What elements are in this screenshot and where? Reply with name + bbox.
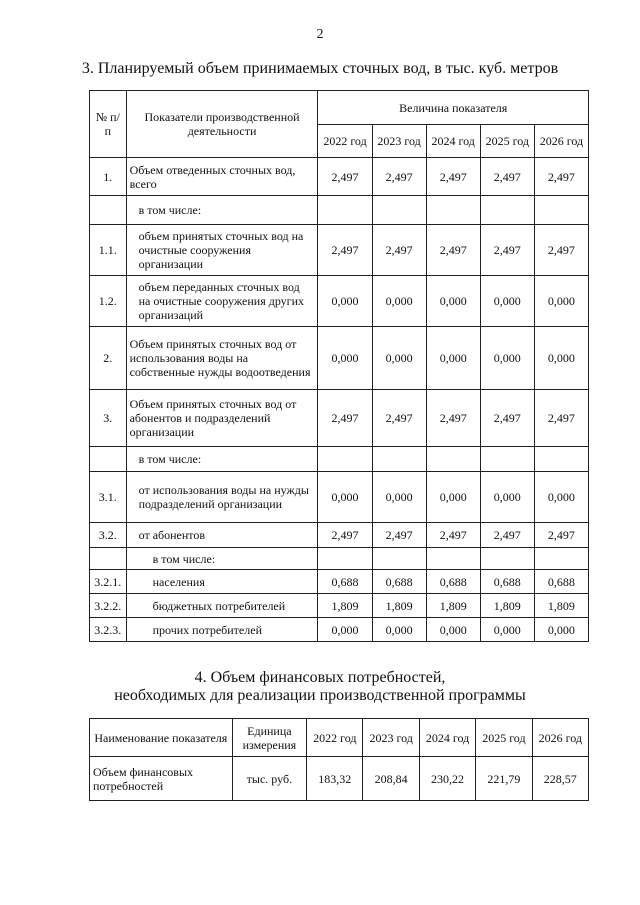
row-indicator-name: объем переданных сточных вод на очистные сооружения других организаций (126, 276, 318, 327)
row-indicator-name: в том числе: (126, 447, 318, 472)
row-value: 0,688 (426, 570, 480, 594)
col-header-name: Наименование показателя (90, 719, 233, 757)
row-number (90, 548, 127, 570)
table-row (90, 523, 589, 548)
row-number: 1. (90, 158, 127, 196)
col-header-year: 2024 год (419, 719, 475, 757)
col-header-year: 2026 год (532, 719, 588, 757)
row-value (534, 196, 588, 225)
table4-title-line1: 4. Объем финансовых потребностей, (194, 669, 446, 686)
row-value: 0,000 (534, 327, 588, 390)
row-value: 0,000 (372, 618, 426, 642)
row-number: 2. (90, 327, 127, 390)
row-indicator-name: Объем отведенных сточных вод, всего (126, 158, 318, 196)
table-row (90, 276, 589, 327)
row-value (480, 447, 534, 472)
row-value (318, 447, 372, 472)
row-unit: тыс. руб. (232, 757, 306, 801)
row-value: 0,000 (318, 618, 372, 642)
table-row (90, 447, 589, 472)
row-value (480, 548, 534, 570)
row-number: 3.2.3. (90, 618, 127, 642)
row-value: 2,497 (372, 158, 426, 196)
row-value: 0,000 (480, 618, 534, 642)
row-value: 2,497 (426, 390, 480, 447)
row-number: 3.2. (90, 523, 127, 548)
row-indicator-name: от использования воды на нужды подразделений организации (126, 472, 318, 523)
row-indicator-name: Объем финансовых потребностей (90, 757, 233, 801)
row-value (318, 196, 372, 225)
row-indicator-name: бюджетных потребителей (126, 594, 318, 618)
row-value: 1,809 (372, 594, 426, 618)
table3-title: 3. Планируемый объем принимаемых сточных вод, в тыс. куб. метров (81, 60, 559, 77)
table-row (90, 548, 589, 570)
row-value: 0,000 (318, 472, 372, 523)
row-value: 0,000 (318, 327, 372, 390)
row-value: 0,000 (426, 327, 480, 390)
row-value: 0,000 (426, 472, 480, 523)
col-header-indicator: Показатели производственной деятельности (126, 91, 318, 158)
row-number (90, 447, 127, 472)
row-value: 0,000 (372, 472, 426, 523)
row-value (480, 196, 534, 225)
row-value: 2,497 (318, 390, 372, 447)
row-number (90, 196, 127, 225)
table-row (90, 390, 589, 447)
col-header-year: 2026 год (534, 125, 588, 158)
row-number: 3.2.2. (90, 594, 127, 618)
row-value: 0,000 (534, 276, 588, 327)
row-value: 0,000 (480, 472, 534, 523)
row-value: 2,497 (372, 390, 426, 447)
table-row (90, 594, 589, 618)
col-header-year: 2023 год (363, 719, 419, 757)
col-header-year: 2022 год (318, 125, 372, 158)
row-value: 183,32 (307, 757, 363, 801)
row-value (372, 447, 426, 472)
row-indicator-name: в том числе: (126, 196, 318, 225)
row-value: 2,497 (318, 158, 372, 196)
row-value: 2,497 (534, 523, 588, 548)
row-value: 0,688 (534, 570, 588, 594)
row-value: 0,000 (372, 327, 426, 390)
row-value: 208,84 (363, 757, 419, 801)
row-value: 2,497 (480, 390, 534, 447)
row-value: 221,79 (476, 757, 532, 801)
col-header-value-group: Величина показателя (318, 91, 589, 125)
row-number: 1.1. (90, 225, 127, 276)
row-value: 0,688 (318, 570, 372, 594)
page-number: 2 (316, 27, 324, 42)
col-header-year: 2023 год (372, 125, 426, 158)
row-value: 0,000 (426, 276, 480, 327)
row-value: 0,000 (426, 618, 480, 642)
table-row (90, 570, 589, 594)
row-value (534, 548, 588, 570)
col-header-unit: Единица измерения (232, 719, 306, 757)
row-value: 2,497 (480, 225, 534, 276)
row-value: 2,497 (372, 225, 426, 276)
row-value: 1,809 (534, 594, 588, 618)
row-number: 1.2. (90, 276, 127, 327)
row-value (426, 447, 480, 472)
row-value: 1,809 (426, 594, 480, 618)
table4-title-line2: необходимых для реализации производственной программы (114, 687, 526, 704)
row-indicator-name: Объем принятых сточных вод от абонентов и подразделений организации (126, 390, 318, 447)
row-value: 2,497 (534, 390, 588, 447)
table-row (90, 158, 589, 196)
col-header-year: 2025 год (480, 125, 534, 158)
financial-needs-table (89, 718, 589, 801)
row-value: 0,000 (318, 276, 372, 327)
row-value (426, 196, 480, 225)
row-value: 0,000 (534, 472, 588, 523)
row-value: 228,57 (532, 757, 588, 801)
row-value (534, 447, 588, 472)
col-header-year: 2024 год (426, 125, 480, 158)
row-value (426, 548, 480, 570)
row-value: 0,000 (534, 618, 588, 642)
row-number: 3. (90, 390, 127, 447)
row-indicator-name: объем принятых сточных вод на очистные сооружения организации (126, 225, 318, 276)
row-indicator-name: прочих потребителей (126, 618, 318, 642)
table-row (90, 618, 589, 642)
row-value: 0,000 (372, 276, 426, 327)
row-value: 2,497 (480, 158, 534, 196)
row-value: 230,22 (419, 757, 475, 801)
row-indicator-name: от абонентов (126, 523, 318, 548)
row-value: 1,809 (318, 594, 372, 618)
col-header-year: 2022 год (307, 719, 363, 757)
row-number: 3.2.1. (90, 570, 127, 594)
row-value: 0,688 (372, 570, 426, 594)
row-value: 2,497 (534, 225, 588, 276)
row-value: 2,497 (426, 225, 480, 276)
row-value: 2,497 (318, 225, 372, 276)
table-row (90, 757, 589, 801)
table-row (90, 327, 589, 390)
row-value: 0,688 (480, 570, 534, 594)
row-value: 2,497 (426, 523, 480, 548)
table-row (90, 472, 589, 523)
row-indicator-name: Объем принятых сточных вод от использования воды на собственные нужды водоотведения (126, 327, 318, 390)
row-value: 2,497 (372, 523, 426, 548)
row-indicator-name: населения (126, 570, 318, 594)
row-value: 2,497 (534, 158, 588, 196)
row-indicator-name: в том числе: (126, 548, 318, 570)
row-value: 2,497 (480, 523, 534, 548)
row-value (372, 196, 426, 225)
row-value (318, 548, 372, 570)
row-value (372, 548, 426, 570)
wastewater-volume-table (89, 90, 589, 642)
col-header-year: 2025 год (476, 719, 532, 757)
row-value: 0,000 (480, 327, 534, 390)
table-row (90, 225, 589, 276)
row-value: 1,809 (480, 594, 534, 618)
row-value: 0,000 (480, 276, 534, 327)
row-value: 2,497 (426, 158, 480, 196)
table-row (90, 196, 589, 225)
row-value: 2,497 (318, 523, 372, 548)
col-header-num: № п/п (90, 91, 127, 158)
row-number: 3.1. (90, 472, 127, 523)
